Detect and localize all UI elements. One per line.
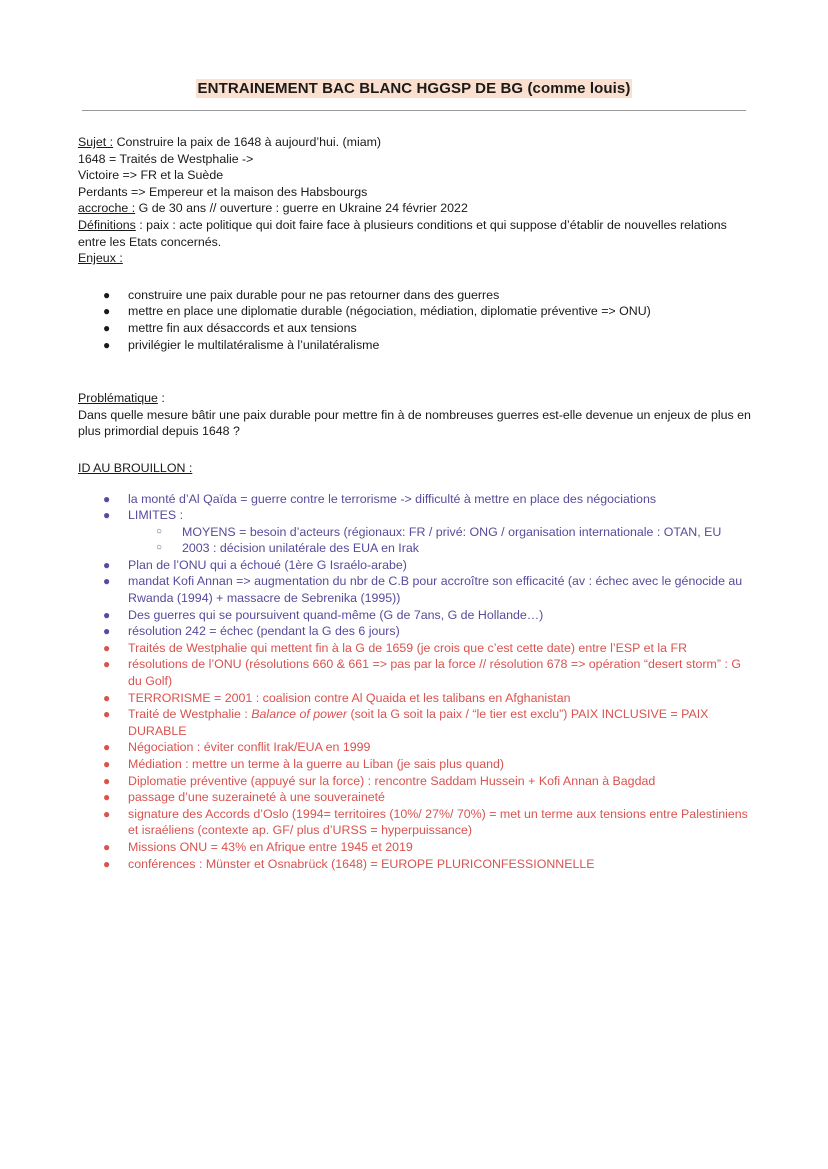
bullet-icon: ●	[103, 690, 111, 705]
list-item: ● Médiation : mettre un terme à la guerre au Liban (je sais plus quand)	[103, 757, 505, 771]
list-item: ● Diplomatie préventive (appuyé sur la force) : rencontre Saddam Hussein + Kofi Annan à Bagdad	[103, 773, 656, 788]
document-body	[78, 134, 758, 872]
circle-bullet-icon: ○	[156, 525, 163, 537]
list-item: ● signature des Accords d’Oslo (1994= territoires (10%/ 27%/ 70%) = met un terme aux tensions entre Palestiniens et israéliens (contexte ap. GF/ plus d’URSS = hyperpuissance)	[103, 806, 748, 838]
document-title: ENTRAINEMENT BAC BLANC HGGSP DE BG (comme louis)	[197, 80, 631, 97]
list-item: ● Traité de Westphalie : Balance of power (soit la G soit la paix / “le tier est exclu”) PAIX INCLUSIVE = PAIX DURABLE	[103, 707, 709, 738]
bullet-icon: ●	[103, 574, 111, 589]
list-item: ● LIMITES : ○ MOYENS = besoin d’acteurs (régionaux: FR / privé: ONG / organisation internationale : OTAN, EU ○ 2003 : décision unilatérale des EUA en Irak	[78, 507, 758, 557]
bullet-icon: ●	[103, 491, 111, 506]
definitions-line	[78, 217, 758, 250]
bullet-icon: ●	[103, 790, 111, 805]
bullet-icon: ●	[103, 508, 111, 523]
accroche-text: G de 30 ans // ouverture : guerre en Ukraine 24 février 2022	[135, 201, 468, 216]
list-item: ● conférences : Münster et Osnabrück (1648) = EUROPE PLURICONFESSIONNELLE	[103, 856, 595, 871]
definitions-text: : paix : acte politique qui doit faire face à plusieurs conditions et qui suppose d’établir de nouvelles relations entre les Etats concernés.	[78, 217, 727, 249]
balance-of-power-text: Balance of power	[251, 707, 348, 722]
bullet-icon: ●	[103, 806, 111, 821]
enjeux-list	[78, 287, 758, 353]
bullet-icon: ●	[103, 337, 111, 352]
list-item: ● mettre en place une diplomatie durable (négociation, médiation, diplomatie préventive => ONU)	[103, 304, 651, 319]
accroche-line	[78, 200, 758, 217]
bullet-icon: ●	[103, 624, 111, 639]
list-item: ● Des guerres qui se poursuivent quand-même (G de 7ans, G de Hollande…)	[103, 607, 544, 622]
bullet-icon: ●	[103, 607, 111, 622]
problematique-heading: Problématique :	[78, 391, 165, 406]
bullet-icon: ●	[103, 640, 111, 655]
problematique-text: Dans quelle mesure bâtir une paix durable pour mettre fin à de nombreuses guerres est-elle devenue un enjeux de plus en plus primordial depuis 1648 ?	[78, 407, 751, 439]
intro-line-2: 1648 = Traités de Westphalie ->	[78, 151, 254, 166]
list-item: ○ 2003 : décision unilatérale des EUA en Irak	[156, 541, 419, 556]
list-item: ● la monté d’Al Qaïda = guerre contre le terrorisme -> difficulté à mettre en place des négociations	[103, 491, 657, 506]
definitions-label: Définitions	[78, 217, 136, 232]
bullet-icon: ●	[103, 657, 111, 672]
bullet-icon: ●	[103, 320, 111, 335]
circle-bullet-icon: ○	[156, 542, 163, 554]
limites-sublist	[78, 524, 758, 557]
sujet-text: Construire la paix de 1648 à aujourd’hui. (miam)	[113, 135, 382, 149]
problematique-label: Problématique	[78, 391, 158, 406]
list-item: ● Traités de Westphalie qui mettent fin à la G de 1659 (je crois que c’est cette date) entre l’ESP et la FR	[103, 640, 688, 655]
list-item: ● mettre fin aux désaccords et aux tensions	[103, 320, 357, 335]
sujet-line	[78, 134, 758, 151]
accroche-label: accroche :	[78, 201, 136, 216]
brouillon-list	[78, 491, 758, 873]
intro-line-3: Victoire => FR et la Suède	[78, 168, 224, 183]
bullet-icon: ●	[103, 757, 111, 771]
list-item: ● TERRORISME = 2001 : coalision contre Al Quaida et les talibans en Afghanistan	[103, 690, 571, 705]
bullet-icon: ●	[103, 839, 111, 854]
enjeux-label: Enjeux :	[78, 251, 123, 266]
intro-line-4: Perdants => Empereur et la maison des Habsbourgs	[78, 184, 368, 199]
title-divider	[82, 110, 746, 111]
list-item: ● passage d’une suzeraineté à une souveraineté	[103, 790, 385, 805]
bullet-icon: ●	[103, 287, 111, 302]
list-item: ● résolutions de l’ONU (résolutions 660 & 661 => pas par la force // résolution 678 => opération “desert storm” : G du Golf)	[103, 657, 741, 689]
list-item: ● privilégier le multilatéralisme à l’unilatéralisme	[103, 337, 380, 352]
list-item: ● Missions ONU = 43% en Afrique entre 1945 et 2019	[103, 839, 413, 854]
bullet-icon: ●	[103, 707, 111, 722]
list-item: ● construire une paix durable pour ne pas retourner dans des guerres	[103, 287, 500, 302]
bullet-icon: ●	[103, 773, 111, 788]
list-item: ● Négociation : éviter conflit Irak/EUA en 1999	[103, 740, 371, 755]
bullet-icon: ●	[103, 557, 111, 572]
list-item: ● mandat Kofi Annan => augmentation du nbr de C.B pour accroître son efficacité (av : échec avec le génocide au Rwanda (1994) + massacre de Sebrenika (1995))	[103, 574, 743, 606]
bullet-icon: ●	[103, 856, 111, 871]
list-item: ● résolution 242 = échec (pendant la G des 6 jours)	[103, 624, 400, 639]
sujet-label: Sujet :	[78, 135, 114, 149]
brouillon-label: ID AU BROUILLON :	[78, 460, 193, 475]
bullet-icon: ●	[103, 740, 111, 755]
list-item: ○ MOYENS = besoin d’acteurs (régionaux: FR / privé: ONG / organisation internationale : OTAN, EU	[156, 524, 722, 539]
bullet-icon: ●	[103, 304, 111, 319]
list-item: ● Plan de l’ONU qui a échoué (1ère G Israélo-arabe)	[103, 557, 407, 572]
